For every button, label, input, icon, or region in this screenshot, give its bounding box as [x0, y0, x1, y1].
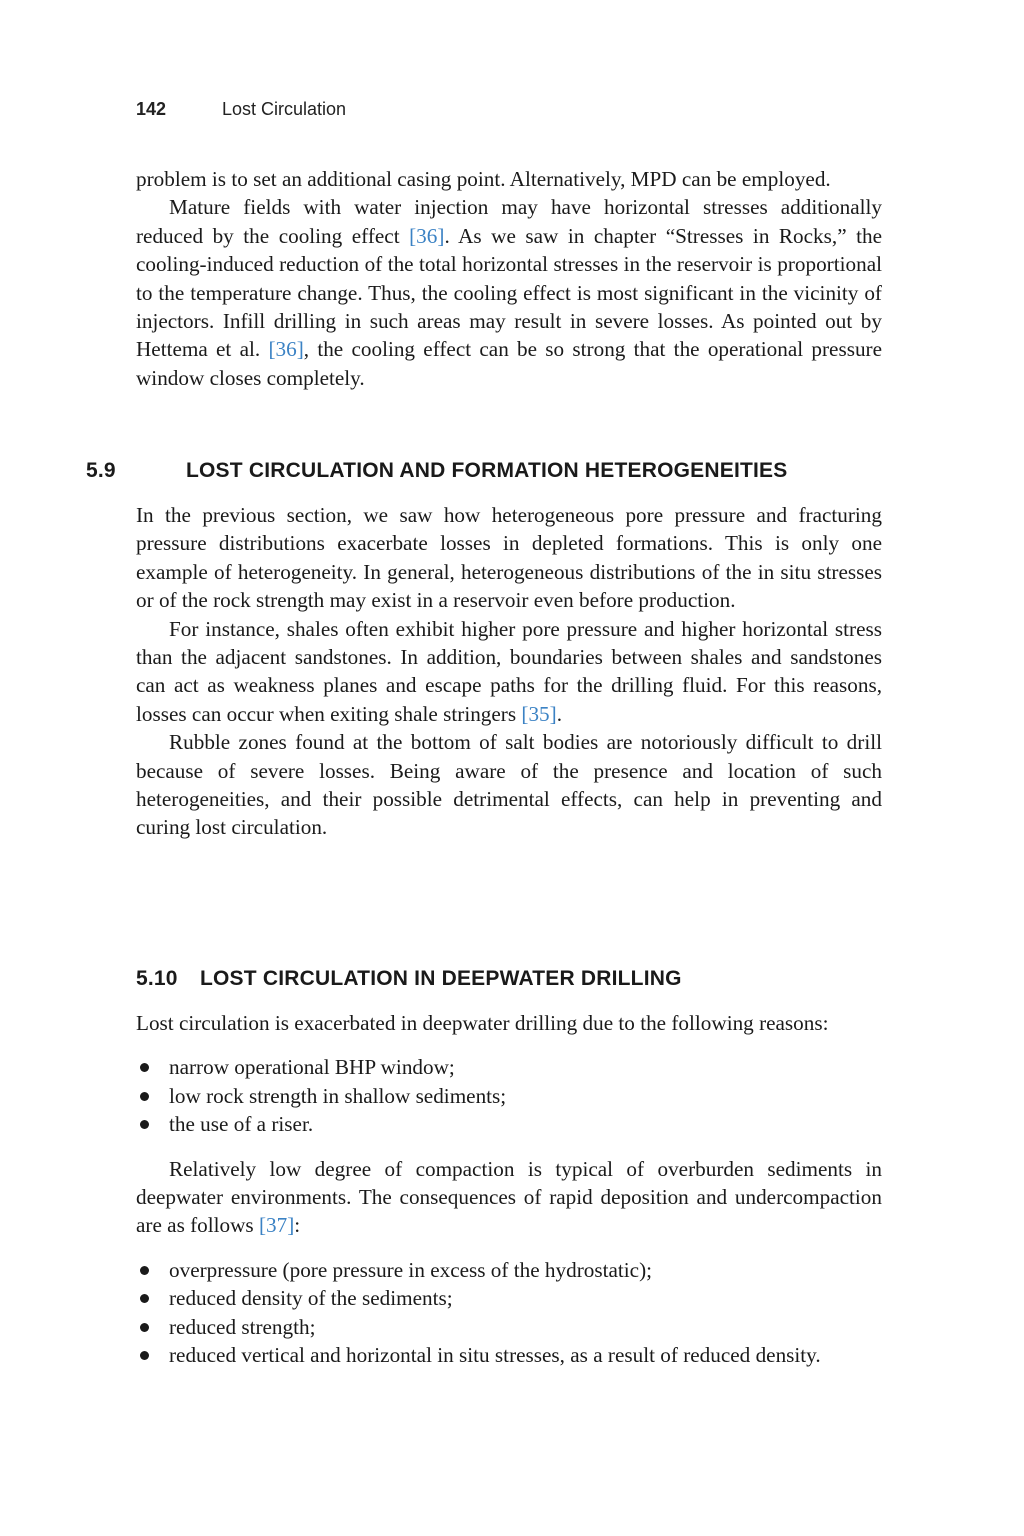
bullet-icon — [140, 1294, 149, 1303]
bullet-icon — [140, 1266, 149, 1275]
text-block-intro — [136, 165, 882, 392]
paragraph: Rubble zones found at the bottom of salt bodies are notoriously difficult to drill because of severe losses. Being aware of the presence and location of such heterogeneities, and their possible detrimental effects, can help in preventing and curing lost circulation. — [136, 730, 882, 840]
bullet-icon — [140, 1120, 149, 1129]
running-header — [136, 96, 346, 122]
section-5-10 — [136, 965, 882, 1369]
paragraph: Lost circulation is exacerbated in deepwater drilling due to the following reasons: — [136, 1011, 829, 1035]
list-item: reduced density of the sediments; — [136, 1284, 882, 1312]
section-5-9 — [86, 457, 882, 842]
bullet-icon — [140, 1351, 149, 1360]
paragraph: In the previous section, we saw how heterogeneous pore pressure and fracturing pressure distributions exacerbate losses in depleted formations. This is only one example of heterogeneity. In general, heterogeneous distributions of the in situ stresses or of the rock strength may exist in a reservoir even before production. — [136, 503, 882, 613]
paragraph-continued: problem is to set an additional casing point. Alternatively, MPD can be employed. — [136, 167, 831, 191]
citation-link[interactable]: [37] — [258, 1213, 295, 1238]
section-heading: 5.10 LOST CIRCULATION IN DEEPWATER DRILLING — [136, 967, 682, 990]
list-item: the use of a riser. — [136, 1110, 882, 1138]
bullet-list-reasons — [136, 1053, 882, 1138]
list-item: reduced vertical and horizontal in situ stresses, as a result of reduced density. — [136, 1341, 882, 1369]
running-title: Lost Circulation — [222, 99, 347, 119]
bullet-icon — [140, 1323, 149, 1332]
citation-link[interactable]: [36] — [409, 223, 445, 248]
section-heading: 5.9 LOST CIRCULATION AND FORMATION HETEROGENEITIES — [86, 459, 788, 482]
citation-link[interactable]: [35] — [521, 701, 557, 726]
page-number: 142 — [136, 99, 167, 119]
list-item: overpressure (pore pressure in excess of the hydrostatic); — [136, 1256, 882, 1284]
paragraph: Relatively low degree of compaction is typical of overburden sediments in deepwater environments. The consequences of rapid deposition and undercompaction are as follows [37]: — [136, 1156, 882, 1238]
paragraph-cooling-effect: Mature fields with water injection may have horizontal stresses additionally reduced by the cooling effect [36]. As we saw in chapter “Stresses in Rocks,” the cooling-induced reduction of the total horizontal stresses in the reservoir is proportional to the temperature change. Thus, the cooling effect is most significant in the vicinity of injectors. Infill drilling in such areas may result in severe losses. As pointed out by Hettema et al. [36], the cooling effect can be so strong that the operational pressure window closes completely. — [136, 195, 883, 390]
bullet-icon — [140, 1063, 149, 1072]
list-item: reduced strength; — [136, 1313, 882, 1341]
citation-link[interactable]: [36] — [268, 337, 304, 362]
bullet-list-consequences — [136, 1256, 882, 1370]
paragraph: For instance, shales often exhibit higher pore pressure and higher horizontal stress than the adjacent sandstones. In addition, boundaries between shales and sandstones can act as weakness planes and escape paths for the drilling fluid. For this reasons, losses can occur when exiting shale stringers [35]. — [136, 616, 882, 726]
bullet-icon — [140, 1092, 149, 1101]
list-item: narrow operational BHP window; — [136, 1053, 882, 1081]
list-item: low rock strength in shallow sediments; — [136, 1082, 882, 1110]
